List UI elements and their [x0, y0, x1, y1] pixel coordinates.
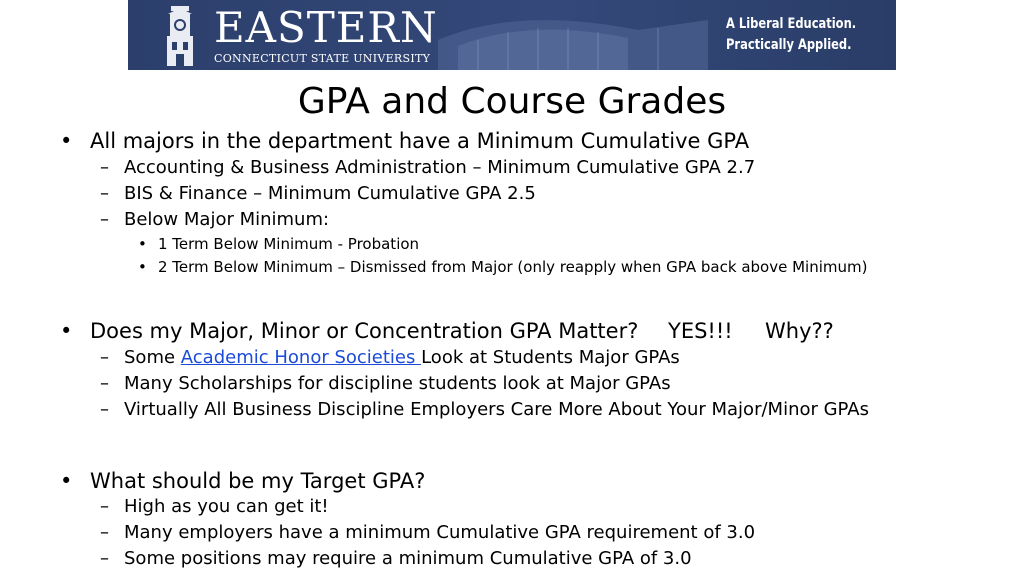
bullet-marker: •: [138, 235, 147, 253]
answer-why: Why??: [765, 319, 834, 343]
bullet-marker: •: [138, 258, 147, 276]
bullet-marker: •: [60, 319, 73, 343]
dash-marker: –: [100, 522, 109, 543]
sub-employers: Virtually All Business Discipline Employers Care More About Your Major/Minor GPAs: [124, 399, 869, 420]
dash-marker: –: [100, 347, 109, 368]
sub-below-minimum: Below Major Minimum:: [124, 209, 330, 230]
dash-marker: –: [100, 183, 109, 204]
sub-employer-minimum: Many employers have a minimum Cumulative GPA requirement of 3.0: [124, 522, 756, 543]
dash-marker: –: [100, 209, 109, 230]
sub-bis-finance-gpa: BIS & Finance – Minimum Cumulative GPA 2.5: [124, 183, 536, 204]
bullet-min-gpa: All majors in the department have a Minimum Cumulative GPA: [90, 129, 750, 153]
sub-scholarships: Many Scholarships for discipline students look at Major GPAs: [124, 373, 671, 394]
dash-marker: –: [100, 373, 109, 394]
question-text: Does my Major, Minor or Concentration GPA Matter?: [90, 319, 639, 343]
dash-marker: –: [100, 399, 109, 420]
dash-marker: –: [100, 496, 109, 517]
sub-honor-suffix: Look at Students Major GPAs: [421, 347, 680, 368]
item-probation: 1 Term Below Minimum - Probation: [158, 235, 420, 253]
bullet-marker: •: [60, 129, 73, 153]
dash-marker: –: [100, 157, 109, 178]
tagline-line-1: A Liberal Education.: [726, 16, 857, 32]
answer-yes: YES!!!: [668, 319, 733, 343]
sub-high-as-you-can: High as you can get it!: [124, 496, 329, 517]
campus-building-photo: [438, 0, 708, 70]
tagline-line-2: Practically Applied.: [726, 37, 852, 53]
university-subtitle: CONNECTICUT STATE UNIVERSITY: [214, 52, 431, 65]
sub-honor-prefix: Some: [124, 347, 181, 368]
bullet-marker: •: [60, 469, 73, 493]
sub-honor-societies: [124, 346, 680, 370]
academic-honor-societies-link[interactable]: Academic Honor Societies: [180, 347, 422, 368]
item-dismissed: 2 Term Below Minimum – Dismissed from Major (only reapply when GPA back above Minimum): [158, 258, 868, 276]
sub-accounting-gpa: Accounting & Business Administration – Minimum Cumulative GPA 2.7: [124, 157, 756, 178]
clock-tower-logo: [162, 4, 198, 68]
header-banner: [128, 0, 896, 70]
bullet-gpa-matter: [90, 318, 834, 344]
slide-title: GPA and Course Grades: [297, 81, 727, 122]
dash-marker: –: [100, 548, 109, 569]
university-wordmark: EASTERN: [214, 3, 438, 52]
sub-positions-minimum: Some positions may require a minimum Cumulative GPA of 3.0: [124, 548, 692, 569]
bullet-target-gpa: What should be my Target GPA?: [90, 469, 426, 493]
